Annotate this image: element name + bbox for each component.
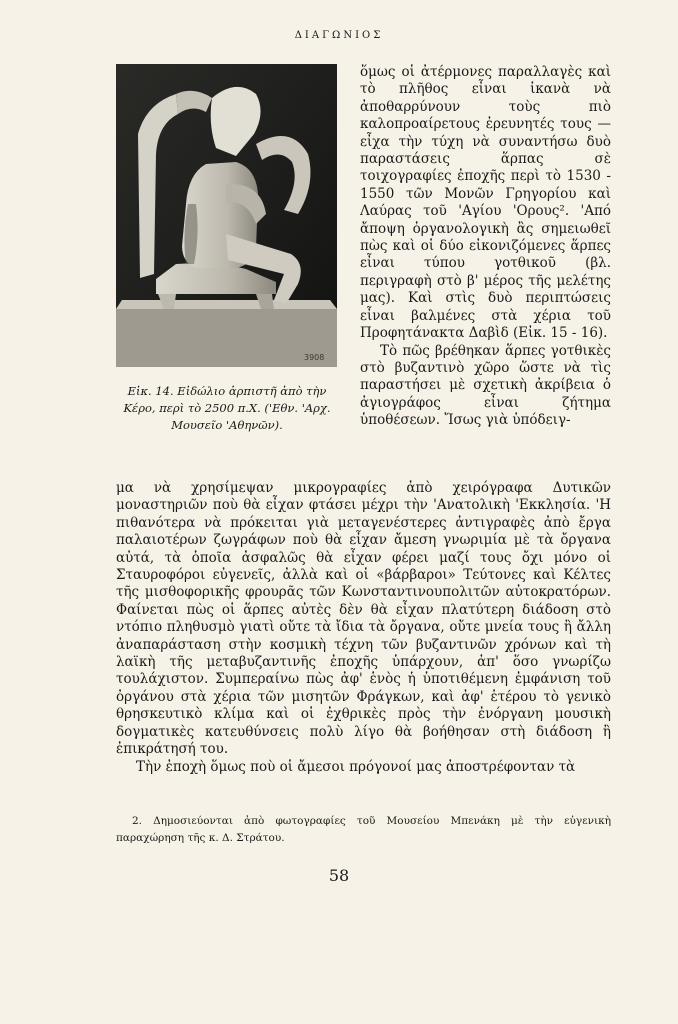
paragraph-1: ὅμως οἱ ἀτέρμονες παραλλαγὲς καὶ τὸ πλῆθος εἶναι ἱκανὰ νὰ ἀποθαρρύνουν τοὺς πιὸ καλοπροαίρετους ἐρευνητές τους — εἶχα τὴν τύχη νὰ συναντήσω δυὸ παραστάσεις ἅρπας σὲ τοιχογραφίες ἐποχῆς περὶ τὸ 1530 - 1550 τῶν Μονῶν Γρηγορίου καὶ Λαύρας τοῦ 'Αγίου 'Ορους². 'Από ἄποψη ὀργανολογικὴ ἂς σημειωθεῖ πὼς καὶ οἱ δύο εἰκονιζόμενες ἅρπες εἶναι τύπου γοτθικοῦ (βλ. περιγραφὴ στὸ β' μέρος τῆς μελέτης μας). Καὶ στὶς δυὸ περιπτώσεις εἶναι βαλμένες στὰ χέρια τοῦ Προφητάνακτα Δαβὶδ (Εἰκ. 15 - 16). bbox=[360, 64, 611, 342]
paragraph-2-start: Τὸ πῶς βρέθηκαν ἅρπες γοτθικὲς στὸ βυζαντινὸ χῶρο ὥστε νὰ τὶς παραστήσει μὲ σχετικὴ ἀκρίβεια ὁ ἁγιογράφος εἶναι ζήτημα ὑποθέσεων. Ἴσως γιὰ ὑπόδειγ- bbox=[360, 342, 611, 429]
footnote bbox=[116, 813, 611, 847]
full-width-text bbox=[116, 480, 611, 776]
footnote-text: 2. Δημοσιεύονται ἀπὸ φωτογραφίες τοῦ Μουσείου Μπενάκη μὲ τὴν εὐγενικὴ παραχώρηση τῆς κ. Δ. Στράτου. bbox=[116, 815, 611, 844]
harpist-figurine-image bbox=[116, 64, 337, 367]
harpist-figurine-photo bbox=[116, 64, 337, 367]
museum-stamp: 3908 bbox=[304, 353, 325, 362]
paragraph-3: Τὴν ἐποχὴ ὅμως ποὺ οἱ ἄμεσοι πρόγονοί μας ἀποστρέφονταν τὰ bbox=[136, 758, 576, 775]
page-number: 58 bbox=[328, 866, 350, 885]
paragraph-2-continued: μα νὰ χρησίμεψαν μικρογραφίες ἀπὸ χειρόγραφα Δυτικῶν μοναστηριῶν ποὺ θὰ εἶχαν φτάσει μέχρι τὴν 'Ανατολικὴ 'Εκκλησία. 'Η πιθανότερα νὰ πρόκειται γιὰ μεταγενέστερες ἀντιγραφὲς ἀπὸ ἔργα παλαιοτέρων ζωγράφων ποὺ θὰ εἶχαν ἄμεση γνωριμία μὲ τὰ ὄργανα αὐτά, τὰ ὁποῖα ἀσφαλῶς θὰ εἶχαν φέρει μαζί τους ὄχι μόνο οἱ Σταυροφόροι εὐγενεῖς, ἀλλὰ καὶ οἱ «βάρβαροι» Τεύτονες καὶ Κέλτες τῆς μισθοφορικῆς φρουρᾶς τῶν Κωνσταντινουπολιτῶν αὐτοκρατόρων. Φαίνεται πὼς οἱ ἅρπες αὐτὲς δὲν θὰ εἶχαν πλατύτερη διάδοση στὸ ντόπιο πληθυσμὸ γιατὶ οὔτε τὰ ἴδια τὰ ὄργανα, οὔτε μνεία τους ἢ ἄλλη ἀναπαράσταση στὴν κοσμικὴ τέχνη τῶν βυζαντινῶν χρόνων καὶ τὴ λαϊκὴ τῆς μεταβυζαντινῆς ἐποχῆς ὑπάρχουν, ἀπ' ὅσο γνωρίζω τουλάχιστον. Συμπεραίνω πὼς ἀφ' ἑνὸς ἡ ὑποτιθέμενη ἐμφάνιση τοῦ ὀργάνου στὰ χέρια τῶν μισητῶν Φράγκων, καὶ ἀφ' ἑτέρου τὸ γενικὸ θρησκευτικὸ κλίμα καὶ οἱ ἐχθρικὲς πρὸς τὴν ἐνόργανη μουσικὴ δογματικὲς κατευθύνσεις πολὺ λίγο θὰ βοήθησαν στὴ διάδοση ἢ ἐπικράτησή του. bbox=[116, 480, 611, 758]
running-head: ΔΙΑΓΩΝΙΟΣ bbox=[294, 30, 384, 41]
right-column bbox=[360, 64, 611, 430]
figure-caption: Εἰκ. 14. Εἰδώλιο ἁρπιστῆ ἀπὸ τὴν Κέρο, περὶ τὸ 2500 π.Χ. ('Εθν. 'Αρχ. Μουσεῖο 'Αθηνῶν). bbox=[123, 384, 331, 432]
